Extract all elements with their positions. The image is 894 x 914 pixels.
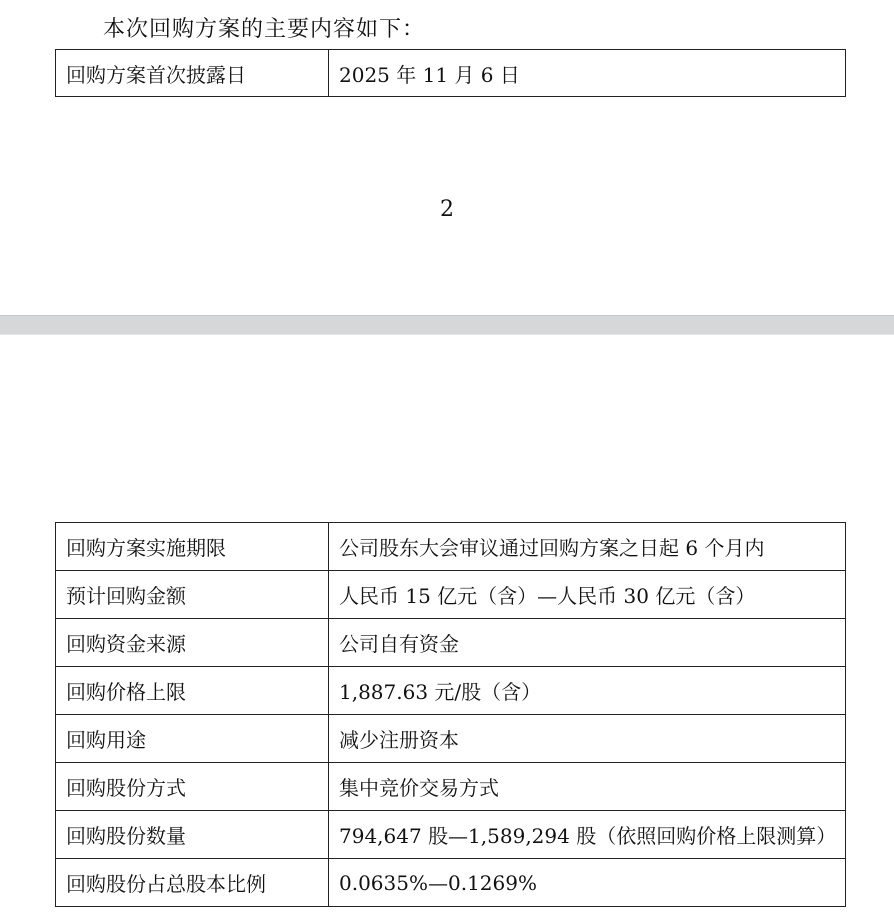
- row-value: 794,647 股—1,589,294 股（依照回购价格上限测算）: [329, 811, 846, 859]
- row-value: 1,887.63 元/股（含）: [329, 667, 846, 715]
- table-row: [56, 763, 846, 811]
- table-row: [56, 619, 846, 667]
- table-row: [56, 50, 846, 97]
- table-row: [56, 859, 846, 907]
- page-number: 2: [440, 197, 454, 222]
- page-separator: [0, 315, 894, 335]
- row-value: 减少注册资本: [329, 715, 846, 763]
- row-label: 回购价格上限: [56, 667, 329, 715]
- repurchase-summary-table-continued: [55, 522, 846, 907]
- table-row: [56, 811, 846, 859]
- row-label: 回购股份数量: [56, 811, 329, 859]
- repurchase-summary-table-top: [55, 49, 846, 97]
- row-label: 回购资金来源: [56, 619, 329, 667]
- row-label: 回购方案首次披露日: [56, 50, 329, 97]
- table-row: [56, 571, 846, 619]
- table-row: [56, 667, 846, 715]
- row-value: 集中竞价交易方式: [329, 763, 846, 811]
- intro-paragraph: 本次回购方案的主要内容如下：: [103, 17, 426, 42]
- row-value: 公司自有资金: [329, 619, 846, 667]
- row-value: 0.0635%—0.1269%: [329, 859, 846, 907]
- row-label: 回购股份占总股本比例: [56, 859, 329, 907]
- row-label: 回购方案实施期限: [56, 523, 329, 571]
- row-label: 回购用途: [56, 715, 329, 763]
- row-label: 回购股份方式: [56, 763, 329, 811]
- row-value: 2025 年 11 月 6 日: [329, 50, 846, 97]
- table-row: [56, 523, 846, 571]
- row-value: 公司股东大会审议通过回购方案之日起 6 个月内: [329, 523, 846, 571]
- row-label: 预计回购金额: [56, 571, 329, 619]
- table-row: [56, 715, 846, 763]
- row-value: 人民币 15 亿元（含）—人民币 30 亿元（含）: [329, 571, 846, 619]
